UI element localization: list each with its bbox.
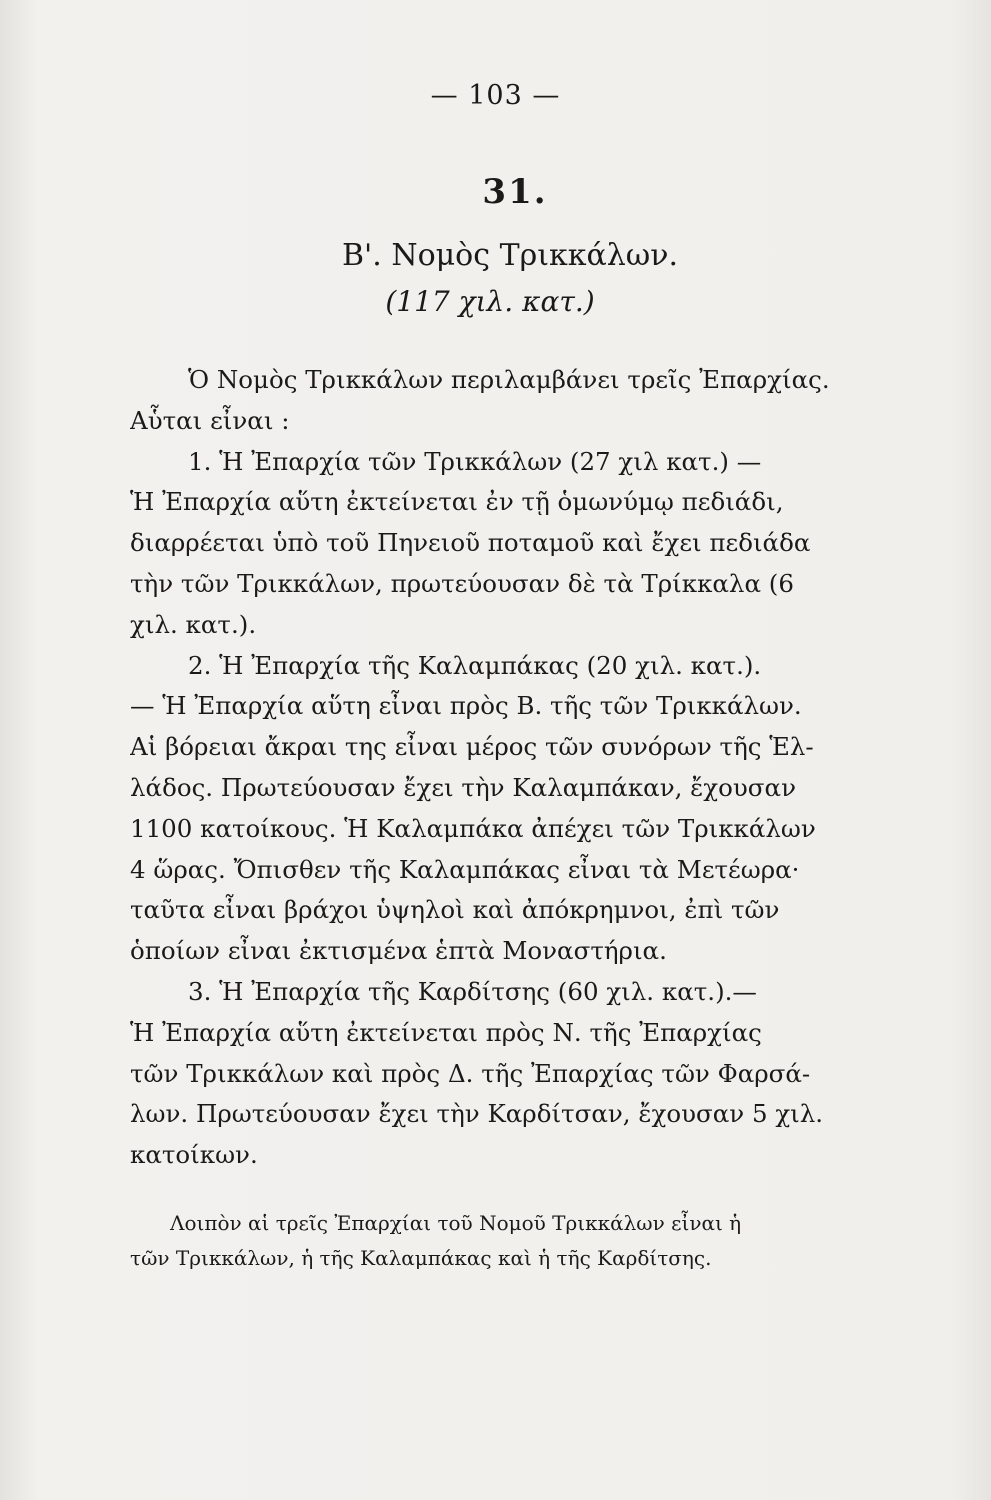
- text-line: 1. Ἡ Ἐπαρχία τῶν Τρικκάλων (27 χιλ κατ.) —: [188, 446, 762, 476]
- text-line: 4 ὥρας. Ὄπισθεν τῆς Καλαμπάκας εἶναι τὰ Μετέωρα·: [130, 854, 800, 884]
- section-title: Β'. Νομὸς Τρικκάλων.: [342, 238, 678, 273]
- text-line: χιλ. κατ.).: [130, 609, 257, 639]
- summary-note: [130, 1206, 875, 1276]
- text-line: κατοίκων.: [130, 1140, 258, 1170]
- text-line: 3. Ἡ Ἐπαρχία τῆς Καρδίτσης (60 χιλ. κατ.).—: [188, 976, 757, 1006]
- text-line: λάδος. Πρωτεύουσαν ἔχει τὴν Καλαμπάκαν, ἔχουσαν: [130, 772, 796, 802]
- text-line: Ὁ Νομὸς Τρικκάλων περιλαμβάνει τρεῖς Ἐπαρχίας.: [188, 365, 830, 394]
- text-line: 2. Ἡ Ἐπαρχία τῆς Καλαμπάκας (20 χιλ. κατ.).: [188, 650, 762, 680]
- text-line: τὴν τῶν Τρικκάλων, πρωτεύουσαν δὲ τὰ Τρίκκαλα (6: [130, 568, 794, 598]
- text-line: Αὗται εἶναι :: [130, 405, 290, 435]
- section-number: 31.: [482, 172, 548, 212]
- section-subtitle: (117 χιλ. κατ.): [385, 285, 595, 318]
- text-line: ταῦτα εἶναι βράχοι ὑψηλοὶ καὶ ἀπόκρημνοι, ἐπὶ τῶν: [130, 895, 780, 925]
- text-line: διαρρέεται ὑπὸ τοῦ Πηνειοῦ ποταμοῦ καὶ ἔχει πεδιάδα: [130, 528, 811, 558]
- body-text: [130, 360, 875, 1176]
- text-line: 1100 κατοίκους. Ἡ Καλαμπάκα ἀπέχει τῶν Τρικκάλων: [130, 813, 816, 843]
- text-line: ὁποίων εἶναι ἐκτισμένα ἑπτὰ Μοναστήρια.: [130, 936, 667, 966]
- text-line: Ἡ Ἐπαρχία αὕτη ἐκτείνεται ἐν τῇ ὁμωνύμῳ πεδιάδι,: [130, 487, 784, 517]
- text-line: — Ἡ Ἐπαρχία αὕτη εἶναι πρὸς Β. τῆς τῶν Τρικκάλων.: [130, 691, 802, 721]
- text-line: λων. Πρωτεύουσαν ἔχει τὴν Καρδίτσαν, ἔχουσαν 5 χιλ.: [130, 1099, 824, 1129]
- text-line: Αἱ βόρειαι ἄκραι της εἶναι μέρος τῶν συνόρων τῆς Ἑλ-: [130, 732, 814, 762]
- note-line: τῶν Τρικκάλων, ἡ τῆς Καλαμπάκας καὶ ἡ τῆς Καρδίτσης.: [130, 1246, 712, 1270]
- page-number: — 103 —: [430, 80, 561, 111]
- text-line: Ἡ Ἐπαρχία αὕτη ἐκτείνεται πρὸς Ν. τῆς Ἐπαρχίας: [130, 1017, 762, 1047]
- text-line: τῶν Τρικκάλων καὶ πρὸς Δ. τῆς Ἐπαρχίας τῶν Φαρσά-: [130, 1058, 811, 1088]
- note-line: Λοιπὸν αἱ τρεῖς Ἐπαρχίαι τοῦ Νομοῦ Τρικκάλων εἶναι ἡ: [170, 1211, 742, 1235]
